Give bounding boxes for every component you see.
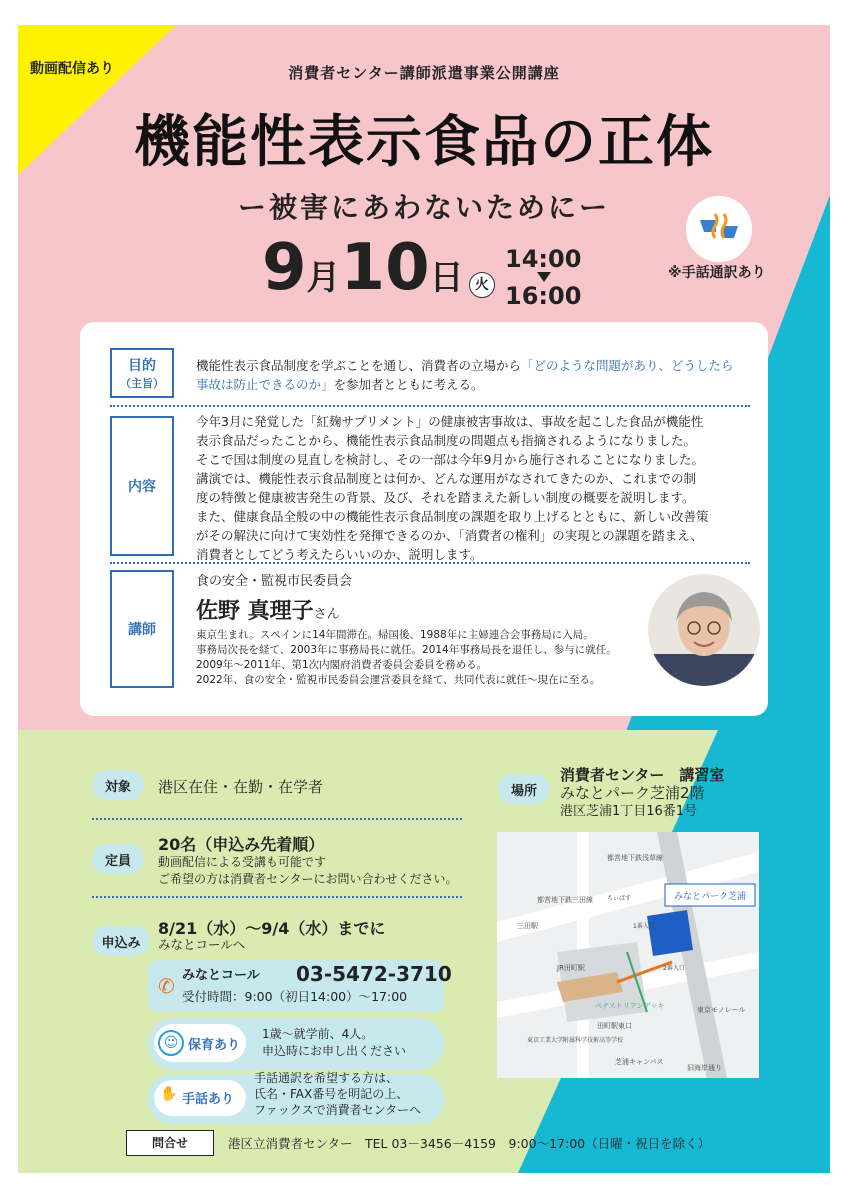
call-name: みなとコール bbox=[182, 968, 260, 983]
map-label-mita-station: 三田駅 bbox=[517, 922, 538, 930]
divider bbox=[92, 818, 462, 820]
map-label-kaigan-dori: 旧海岸通り bbox=[687, 1064, 722, 1072]
target-text: 港区在住・在勤・在学者 bbox=[158, 778, 324, 796]
target-label: 対象 bbox=[92, 770, 144, 800]
purpose-text: 機能性表示食品制度を学ぶことを通し、消費者の立場から「どのような問題があり、どうしたら事故は防止できるのか」を参加者とともに考える。 bbox=[196, 358, 734, 392]
instructor-name: 佐野 真理子さん bbox=[196, 599, 340, 624]
map-label-school: 東京工業大学附属科学技術高等学校 bbox=[527, 1037, 624, 1044]
divider bbox=[110, 405, 750, 407]
capacity-note: 動画配信による受講も可能です ご希望の方は消費者センターにお問い合わせください。 bbox=[158, 855, 458, 886]
sign-label: 手話あり bbox=[182, 1092, 235, 1107]
map-label-east-exit: 田町駅東口 bbox=[597, 1022, 632, 1030]
purpose-highlight: 「どのような問題があり、どうしたら事故は防止できるのか」 bbox=[196, 358, 734, 392]
map-label-entrance-2: 2番入口 bbox=[663, 965, 685, 972]
phone-hours: 受付時間：9:00（初日14:00）～17:00 bbox=[182, 989, 408, 1004]
map-label-entrance-1: 1番入口 bbox=[633, 923, 655, 930]
date-day: 10 bbox=[340, 231, 430, 305]
instructor-bio: 東京生まれ。スペインに14年間滞在。帰国後、1988年に主婦連合会事務局に入局。 事務局次長を経て、2003年に事務局長に就任。2014年事務局長を退任し、参与に就任。 2009年～2011年、第1次内閣府消費者委員会委員を務める。 2022年、食の安全・監視市民委員会運営委員を経て、共同代表に就任～現在に至る。 bbox=[196, 629, 617, 686]
event-date bbox=[262, 231, 495, 316]
time-start: 14:00 bbox=[505, 245, 582, 273]
application-to: みなとコールへ bbox=[158, 937, 246, 952]
map-label-monorail: 東京モノレール bbox=[697, 1006, 746, 1014]
map-label-tamachi-station: JR田町駅 bbox=[557, 964, 585, 972]
map-label-minato-park: みなとパーク芝浦 bbox=[673, 892, 747, 902]
venue-map[interactable] bbox=[497, 832, 759, 1078]
sign-language-small-icon: ✋ bbox=[160, 1086, 178, 1102]
video-streaming-badge: 動画配信あり bbox=[30, 61, 114, 77]
map-label-asakusa-line: 都営地下鉄浅草線 bbox=[607, 854, 663, 862]
venue-name: 消費者センター 講習室 bbox=[560, 766, 725, 784]
phone-icon: ✆ bbox=[158, 974, 175, 998]
date-day-unit: 日 bbox=[429, 258, 464, 298]
weekday-badge: 火 bbox=[469, 272, 495, 298]
capacity-text: 20名（申込み先着順） bbox=[158, 835, 325, 854]
purpose-label: 目的 （主旨） bbox=[110, 348, 174, 398]
childcare-label: 保育あり bbox=[188, 1038, 241, 1053]
application-label: 申込み bbox=[92, 926, 150, 956]
content-label: 内容 bbox=[110, 416, 174, 556]
capacity-label: 定員 bbox=[92, 844, 144, 874]
content-text: 今年3月に発覚した「紅麹サプリメント」の健康被害事故は、事故を起こした食品が機能性 表示食品だったことから、機能性表示食品制度の問題点も指摘されるようになりました。 そこで国は制度の見直しを検討し、その一部は今年9月から施行されることになりました。 講演では、機能性表示食品制度とは何か、どんな運用がなされてきたのか、これまでの制 度の特徴と健康被害発生の背景、及び、それを踏まえた新しい制度の概要を説明します。 また、健康食品全般の中の機能性表示食品制度の課題を取り上げるとともに、新しい改善策 がその解決に向けて実効性を発揮できるのか、「消費者の権利」の実現との課題を踏まえ、 消費者としてどう考えたらいいのか、説明します。 bbox=[196, 414, 709, 562]
instructor-label: 講師 bbox=[110, 570, 174, 688]
divider bbox=[110, 562, 750, 564]
venue-address: 港区芝浦1丁目16番1号 bbox=[560, 804, 698, 819]
date-month: 9 bbox=[262, 231, 307, 305]
sign-text: 手話通訳を希望する方は、 氏名・FAX番号を明記の上、 ファックスで消費者センターへ bbox=[254, 1071, 422, 1117]
page-title: 機能性表示食品の正体 bbox=[134, 110, 714, 175]
instructor-organization: 食の安全・監視市民委員会 bbox=[196, 574, 353, 589]
instructor-photo bbox=[648, 574, 760, 686]
application-period: 8/21（水）～9/4（水）までに bbox=[158, 919, 386, 938]
divider bbox=[92, 896, 462, 898]
map-label-chiibasu: ちぃばす bbox=[607, 895, 632, 902]
venue-building: みなとパーク芝浦2階 bbox=[560, 784, 705, 802]
baby-icon: ☺ bbox=[158, 1030, 184, 1056]
contact-text: 港区立消費者センター TEL 03－3456－4159 9:00～17:00（日曜・祝日を除く） bbox=[228, 1136, 711, 1151]
series-subtitle: 消費者センター講師派遣事業公開講座 bbox=[288, 64, 560, 82]
sign-language-note: ※手話通訳あり bbox=[668, 265, 766, 281]
map-label-mita-line: 都営地下鉄三田線 bbox=[537, 896, 593, 904]
map-label-pedestrian-deck: ペデストリアンデッキ bbox=[595, 1002, 665, 1010]
venue-label: 場所 bbox=[498, 774, 550, 804]
time-arrow-icon bbox=[537, 272, 551, 282]
map-label-campus: 芝浦キャンパス bbox=[615, 1058, 664, 1066]
date-month-unit: 月 bbox=[306, 258, 341, 298]
phone-number[interactable]: 03-5472-3710 bbox=[296, 962, 452, 986]
tagline: ー被害にあわないためにー bbox=[237, 191, 610, 224]
sign-language-icon bbox=[686, 196, 752, 262]
contact-label: 問合せ bbox=[126, 1130, 214, 1156]
childcare-text: 1歳～就学前、4人。 申込時にお申し出ください bbox=[262, 1027, 407, 1058]
time-end: 16:00 bbox=[505, 282, 582, 310]
